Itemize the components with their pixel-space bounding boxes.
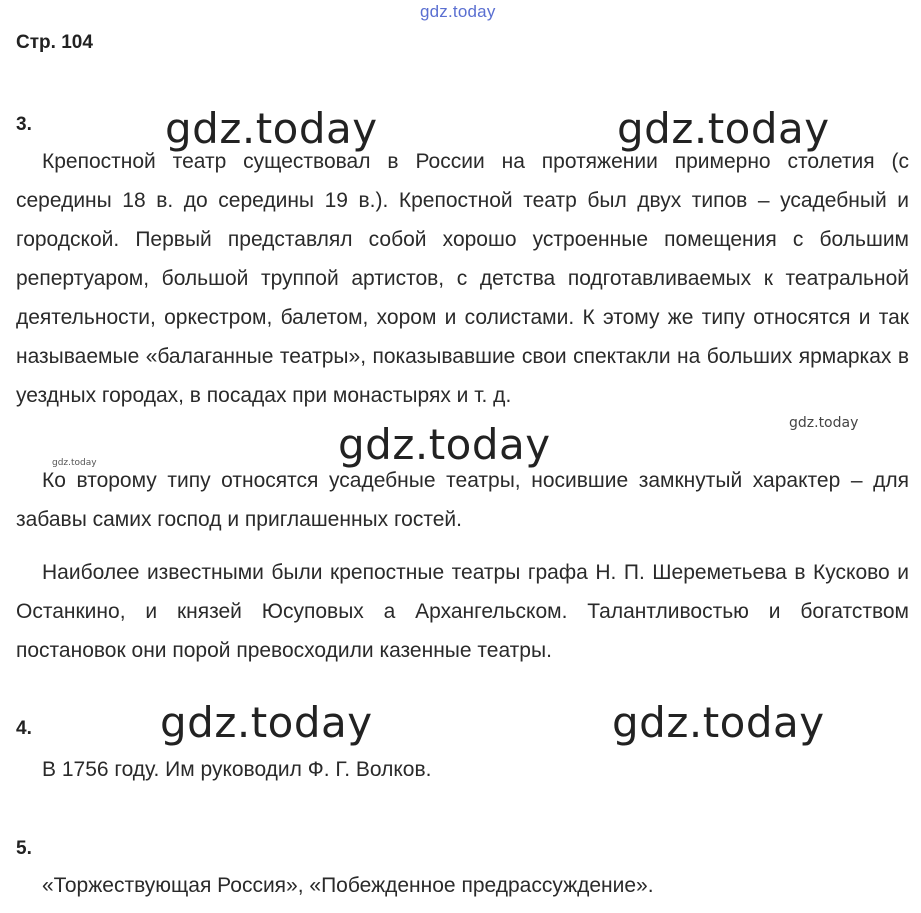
section-number-5: 5. bbox=[16, 838, 32, 859]
watermark-top: gdz.today bbox=[420, 2, 496, 21]
answer-4: В 1756 году. Им руководил Ф. Г. Волков. bbox=[42, 758, 432, 781]
watermark-big: gdz.today bbox=[165, 104, 378, 153]
section-number-4: 4. bbox=[16, 718, 32, 739]
section-number-3: 3. bbox=[16, 114, 32, 135]
page-label: Стр. 104 bbox=[16, 32, 93, 53]
paragraph-famous-theatres: Наиболее известными были крепостные театры графа Н. П. Шереметьева в Кусково и Останкино, и князей Юсуповых а Архангельском. Талантливостью и богатством постановок они порой превосходили казенные театры. bbox=[16, 561, 909, 662]
watermark-big: gdz.today bbox=[617, 104, 830, 153]
watermark-tiny: gdz.today bbox=[52, 458, 97, 468]
watermark-small: gdz.today bbox=[789, 415, 859, 431]
watermark-big: gdz.today bbox=[612, 698, 825, 747]
paragraph-second-type: Ко второму типу относятся усадебные театры, носившие замкнутый характер – для забавы самих господ и приглашенных гостей. bbox=[16, 469, 909, 531]
answer-5: «Торжествующая Россия», «Побежденное предрассуждение». bbox=[42, 874, 654, 897]
paragraph-serf-theatre: Крепостной театр существовал в России на протяжении примерно столетия (с середины 18 в. до середины 19 в.). Крепостной театр был двух типов – усадебный и городской. Первый представлял собой хорошо устроенные помещения с большим репертуаром, большой труппой артистов, с детства подготавливаемых к театральной деятельности, оркестром, балетом, хором и солистами. К этому же типу относятся и так называемые «балаганные театры», показывавшие свои спектакли на больших ярмарках в уездных городах, в посадах при монастырях и т. д. bbox=[16, 150, 909, 407]
watermark-big: gdz.today bbox=[160, 698, 373, 747]
watermark-big: gdz.today bbox=[338, 420, 551, 469]
